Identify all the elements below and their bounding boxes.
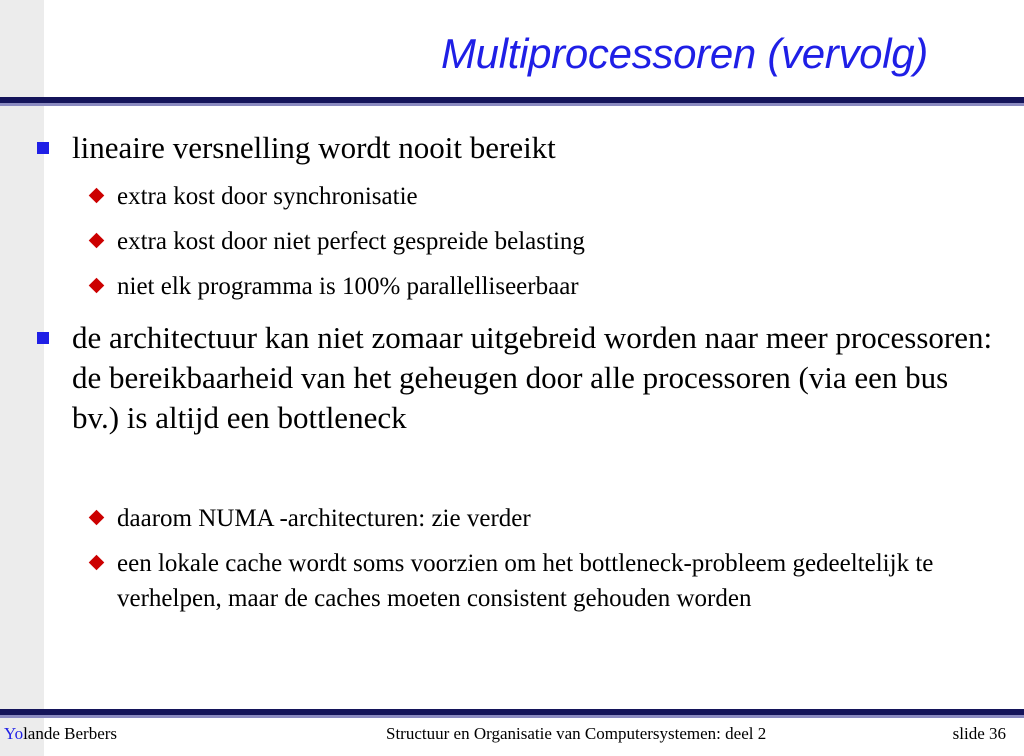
footer-course-title: Structuur en Organisatie van Computersystemen: deel 2 [386, 724, 767, 743]
square-bullet-icon [37, 142, 49, 154]
footer-divider-shadow [0, 715, 1024, 718]
subbullet-text: niet elk programma is 100% parallelliseerbaar [117, 273, 579, 300]
slide-title: Multiprocessoren (vervolg) [440, 30, 928, 77]
subbullet-text: daarom NUMA -architecturen: zie verder [117, 505, 531, 532]
subbullet-item [117, 269, 997, 304]
footer-author-prefix: Yo [4, 724, 24, 743]
bullet-text: de architectuur kan niet zomaar uitgebreid worden naar meer processoren: de bereikbaarheid van het geheugen door alle processoren (via een bus bv.) is altijd een bottleneck [72, 320, 993, 435]
diamond-bullet-icon [89, 188, 105, 204]
subbullet-item [117, 224, 997, 259]
footer-slide-number: slide 36 [952, 724, 1006, 743]
subbullet-item [117, 546, 997, 616]
left-margin-band [0, 0, 44, 756]
diamond-bullet-icon [89, 555, 105, 571]
subbullet-text: een lokale cache wordt soms voorzien om het bottleneck-probleem gedeeltelijk te verhelpen, maar de caches moeten consistent gehouden worden [117, 550, 934, 612]
subbullet-text: extra kost door synchronisatie [117, 183, 418, 210]
bullet-item [72, 128, 1002, 168]
square-bullet-icon [37, 332, 49, 344]
subbullet-item [117, 179, 997, 214]
diamond-bullet-icon [89, 233, 105, 249]
diamond-bullet-icon [89, 510, 105, 526]
subbullet-item [117, 501, 997, 536]
subbullet-text: extra kost door niet perfect gespreide belasting [117, 228, 585, 255]
title-divider-shadow [0, 103, 1024, 106]
footer-author [4, 724, 117, 748]
footer-author-rest: lande Berbers [23, 724, 118, 743]
diamond-bullet-icon [89, 278, 105, 294]
bullet-item [72, 318, 1002, 438]
bullet-text: lineaire versnelling wordt nooit bereikt [72, 130, 556, 165]
